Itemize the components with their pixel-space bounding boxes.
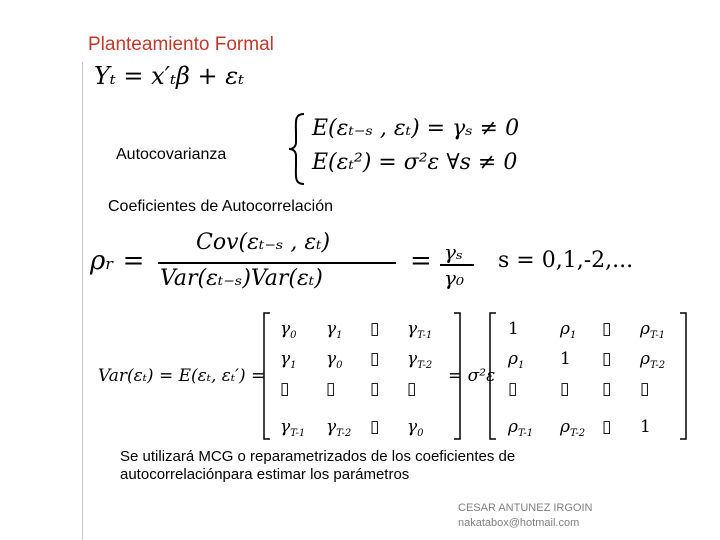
equals-sign: = [410,246,432,276]
rho-matrix [490,313,686,439]
gamma-matrix-cell: ▯ [407,379,417,399]
rho-matrix-cell: 1 [640,417,651,437]
gamma-matrix-left-bracket [264,313,270,439]
s-values: s = 0,1,-2,... [498,248,634,273]
slide-title: Planteamiento Formal [88,34,274,55]
rho-matrix-cell: $\rho_{T-2}$ [640,349,666,371]
conclusion-text: Se utilizará MCG o reparametrizados de los coeficientes de autocorrelaciónpara estimar los parámetros [120,448,516,483]
gamma-matrix-cell: $\gamma_{T-2}$ [326,417,352,439]
rho-matrix-right-bracket [680,313,686,439]
author-email: nakatabox@hotmail.com [458,517,580,529]
rho-matrix-left-bracket [490,313,496,439]
rho-matrix-cell: $\rho_1$ [508,349,525,371]
gamma-matrix-cell: $\gamma_{T-1}$ [407,319,433,341]
gamma-matrix-cell: ▯ [370,417,380,437]
rho-matrix-cell: ▯ [560,379,570,399]
rho-matrix-cell: ▯ [602,319,612,339]
rho-matrix-cell: $\rho_{T-1}$ [640,319,666,341]
gamma-matrix-cell: ▯ [370,379,380,399]
rho-matrix-cell: $\rho_{T-2}$ [560,417,586,439]
rho-matrix-cell: $\rho_{T-1}$ [508,417,534,439]
gamma-matrix-cell: $\gamma_0$ [280,319,297,341]
gamma-matrix-cell: ▯ [370,349,380,369]
gamma-matrix-cell: $\gamma_0$ [326,349,343,371]
rho-matrix-cell: 1 [560,349,571,369]
gamma-matrix-cell: $\gamma_1$ [280,349,297,371]
variance-lhs: Var(εₜ) = E(εₜ, εₜ′) = [98,366,266,386]
gamma-matrix-cell: ▯ [370,319,380,339]
gamma-matrix [264,313,460,439]
author-block [458,501,592,531]
rho-matrix-cell: ▯ [508,379,518,399]
gamma-matrix-cell: $\gamma_{T-1}$ [280,417,306,439]
rho-matrix-cell: ▯ [602,349,612,369]
coefficients-label: Coeficientes de Autocorrelación [108,198,334,215]
sigma-factor: = σ²ε [448,366,496,386]
rho-matrix-cell: ▯ [602,379,612,399]
rho-matrix-cell: $\rho_1$ [560,319,577,341]
autocovariance-line-1: E(εₜ₋ₛ , εₜ) = γₛ ≠ 0 [312,116,520,141]
autocovariance-label: Autocovarianza [116,146,227,163]
gamma-matrix-cell: $\gamma_0$ [407,417,424,439]
rho-symbol: ρᵣ = [90,246,145,276]
rho-matrix-cell: ▯ [602,417,612,437]
rho-matrix-cell: 1 [508,319,519,339]
gamma-matrix-cell: ▯ [326,379,336,399]
gamma-denominator: γ₀ [444,266,464,290]
author-name: CESAR ANTUNEZ IRGOIN [458,502,593,514]
rho-numerator: Cov(εₜ₋ₛ , εₜ) [196,230,331,255]
gamma-matrix-right-bracket [454,313,460,439]
gamma-matrix-cell: $\gamma_1$ [326,319,343,341]
rho-denominator: Var(εₜ₋ₛ)Var(εₜ) [160,266,323,291]
rho-matrix-cell: ▯ [640,379,650,399]
gamma-matrix-cell: $\gamma_{T-2}$ [407,349,433,371]
gamma-matrix-cell: ▯ [280,379,290,399]
autocovariance-line-2: E(εₜ²) = σ²ε ∀s ≠ 0 [312,150,518,175]
gamma-numerator: γₛ [444,240,463,264]
model-equation: Yₜ = x′ₜβ + εₜ [94,62,245,90]
